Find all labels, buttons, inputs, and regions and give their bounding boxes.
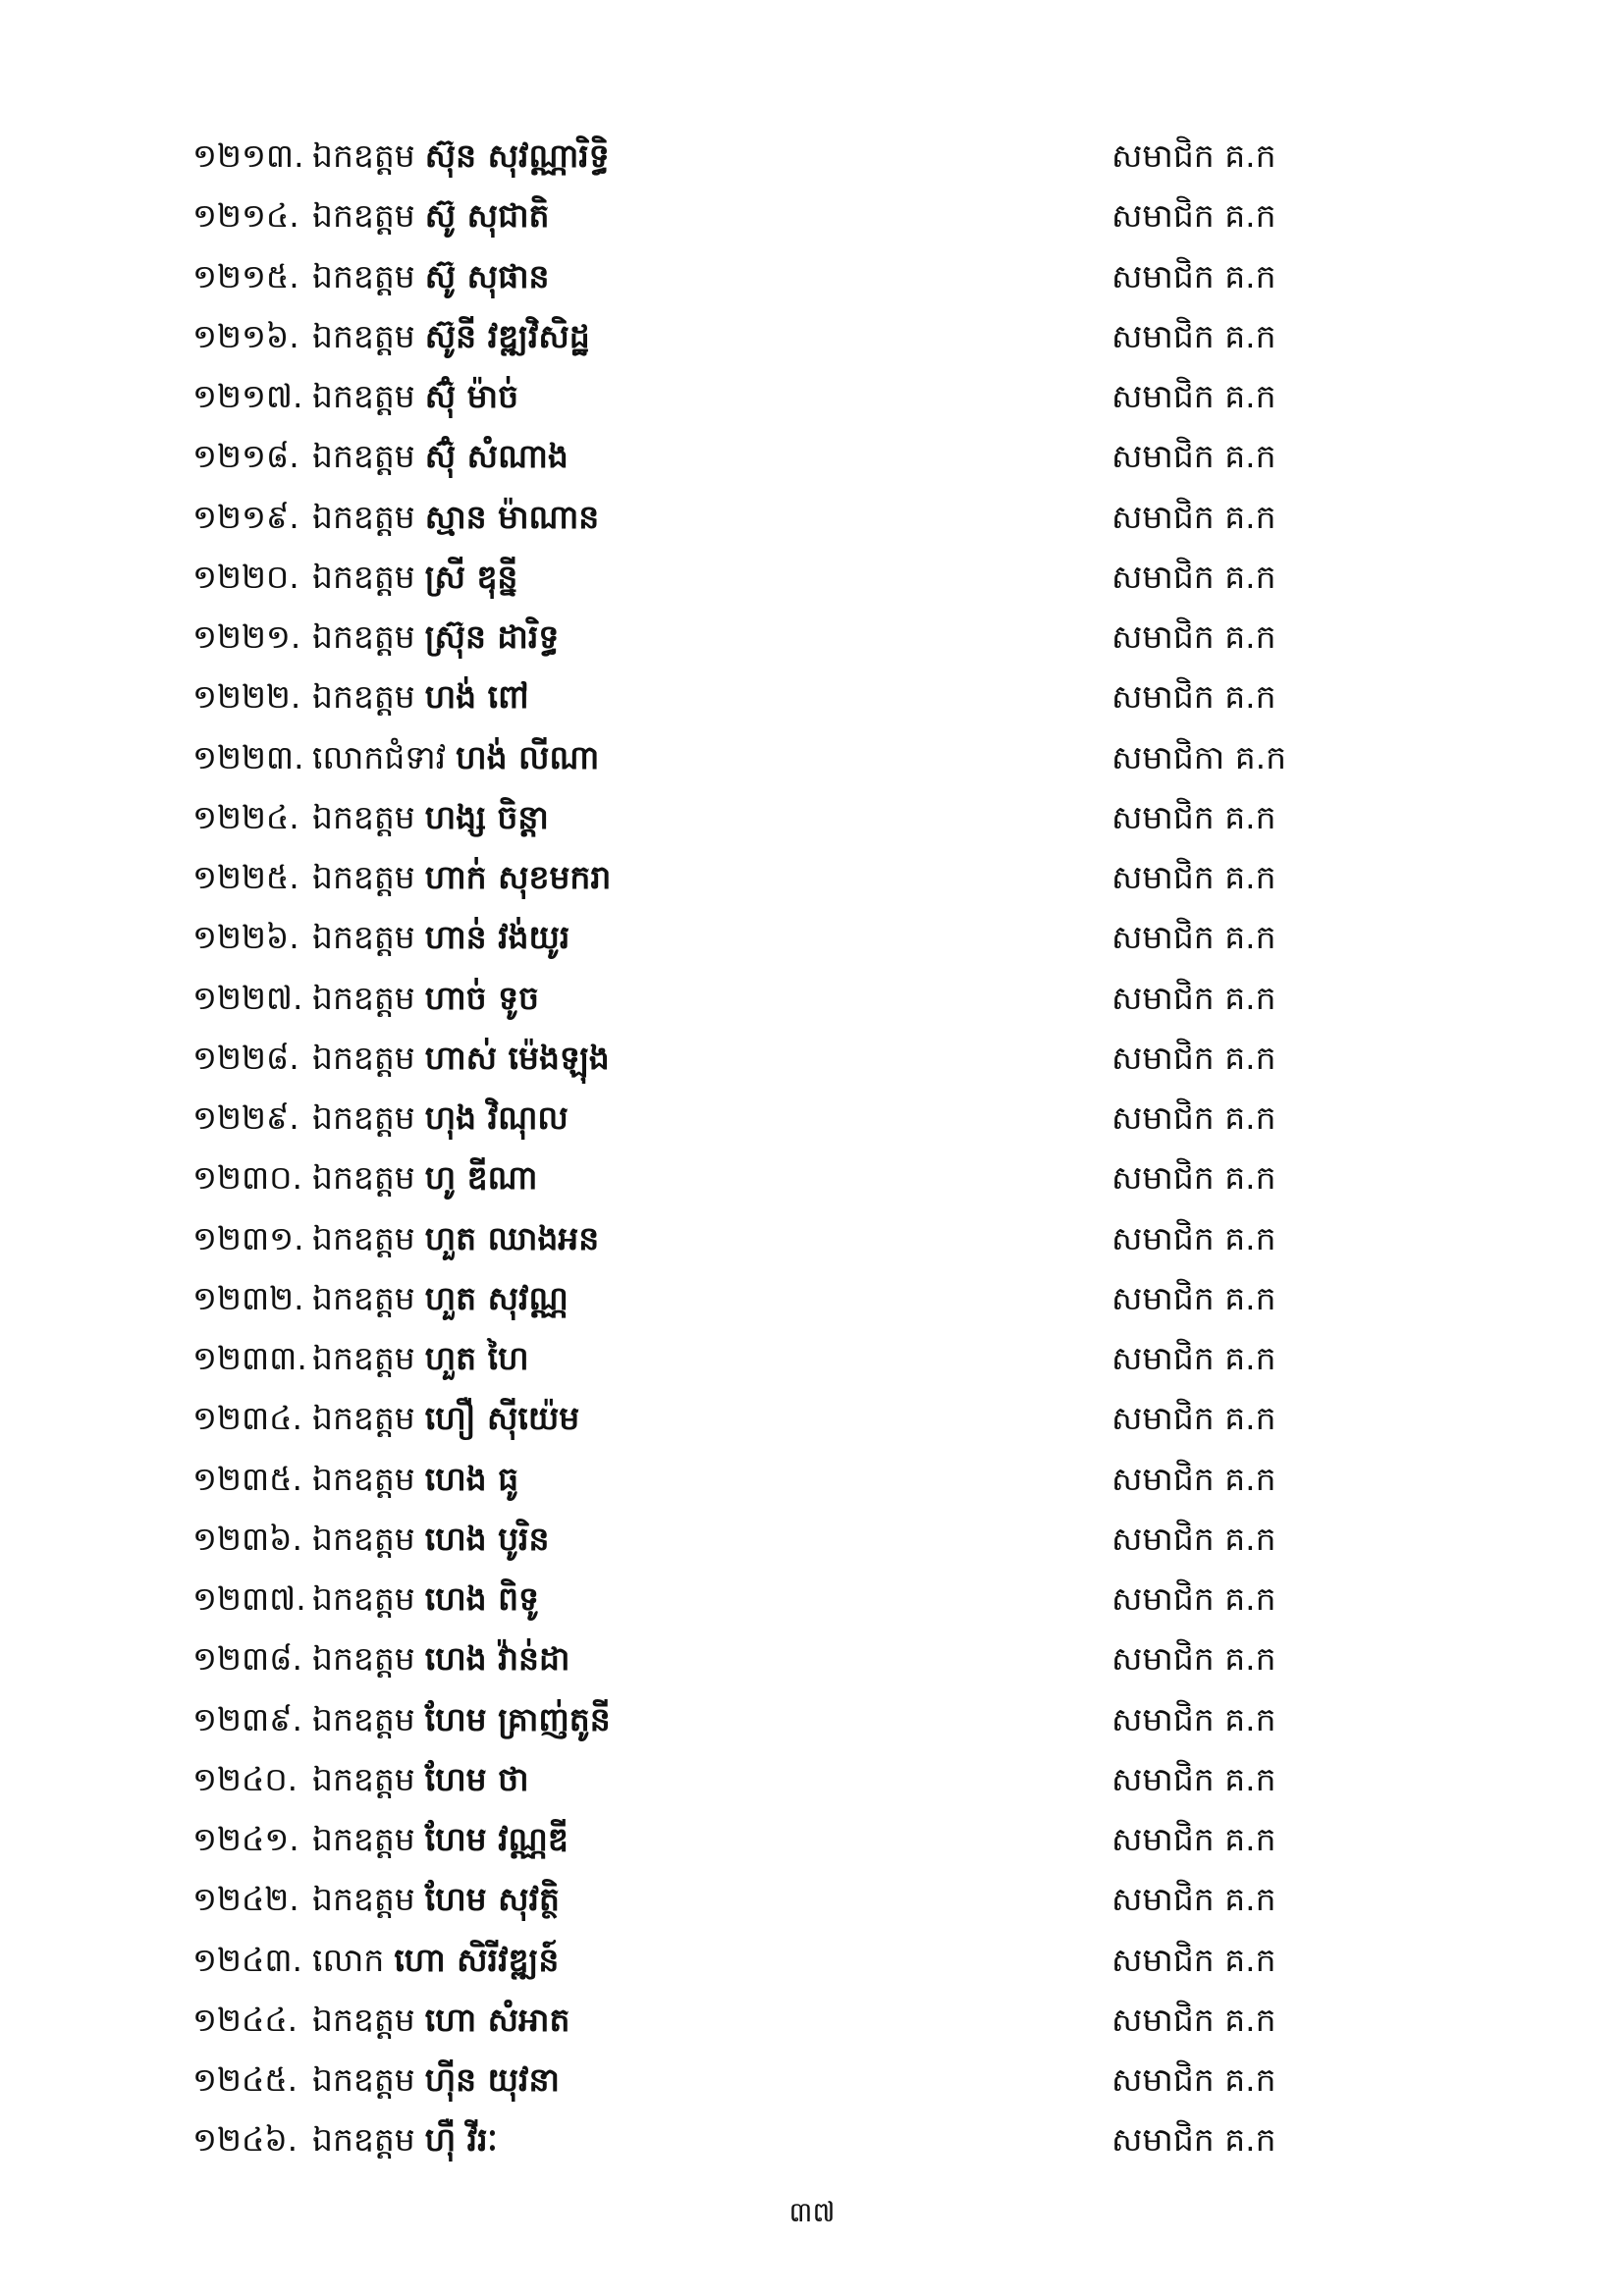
- list-item: [0, 1809, 1624, 1869]
- entry-number: ១២១៣.: [192, 136, 304, 175]
- honorific-title: [312, 306, 590, 366]
- member-name: ហែម ថា: [424, 1759, 529, 1798]
- title-text: ឯកឧត្តម: [312, 1278, 415, 1317]
- member-name: ស៊ុំ សំណាង: [424, 437, 568, 476]
- list-item: [0, 1208, 1624, 1268]
- member-role: សមាជិក គ.ក: [1111, 1639, 1276, 1679]
- member-role: សមាជិក គ.ក: [1111, 978, 1276, 1017]
- honorific-title: [312, 126, 610, 186]
- honorific-title: [312, 1088, 568, 1148]
- member-name: ស៊ូនី វឌ្ឍវិសិដ្ឋ: [424, 316, 590, 355]
- list-item: [0, 847, 1624, 907]
- entry-number: ១២១៦.: [192, 316, 299, 355]
- member-name: ហ៊ីន យុវនា: [424, 2060, 560, 2099]
- list-item: [0, 547, 1624, 607]
- member-role: សមាជិក គ.ក: [1111, 858, 1276, 896]
- member-name: ហាស់ ម៉េងឡុង: [424, 1038, 610, 1077]
- title-text: ឯកឧត្តម: [312, 797, 415, 836]
- entry-number: ១២១៥.: [192, 256, 299, 295]
- honorific-title: [312, 1268, 568, 1328]
- member-name: ស៊ុំ ម៉ាច់: [424, 377, 519, 415]
- title-text: ឯកឧត្តម: [312, 1639, 415, 1679]
- page-number: ៣៧: [788, 2196, 836, 2228]
- honorific-title: [312, 1990, 569, 2050]
- member-name: ហេង ពិទូ: [424, 1579, 539, 1618]
- title-text: ឯកឧត្តម: [312, 256, 415, 295]
- entry-number: ១២៤៥.: [192, 2060, 298, 2099]
- member-role: សមាជិក គ.ក: [1111, 2060, 1276, 2099]
- member-name: ហ៊ឺ វីរៈ: [424, 2120, 498, 2160]
- honorific-title: [312, 426, 568, 486]
- entry-number: ១២២៦.: [192, 918, 299, 957]
- member-name: ហង់ លីណា: [456, 737, 600, 776]
- entry-number: ១២៣៧.: [192, 1579, 306, 1618]
- honorific-title: [312, 487, 599, 547]
- member-name: ហឿ ស៊ីយ៉េម: [424, 1399, 580, 1438]
- title-text: ឯកឧត្តម: [312, 2120, 415, 2160]
- list-item: [0, 1689, 1624, 1749]
- list-item: [0, 667, 1624, 726]
- member-role: សមាជិក គ.ក: [1111, 196, 1276, 236]
- member-name: ហុង វិណុល: [424, 1098, 568, 1137]
- title-text: ឯកឧត្តម: [312, 2000, 415, 2039]
- list-item: [0, 1749, 1624, 1809]
- list-item: [0, 2109, 1624, 2169]
- list-item: [0, 1088, 1624, 1148]
- member-name: ហាច់ ទូច: [424, 978, 539, 1017]
- member-name: ស្រី ឌុន្នី: [424, 557, 518, 596]
- title-text: ឯកឧត្តម: [312, 1339, 415, 1377]
- honorific-title: [312, 1629, 569, 1688]
- entry-number: ១២២២.: [192, 677, 301, 717]
- list-item: [0, 968, 1624, 1028]
- entry-number: ១២១៨.: [192, 437, 299, 476]
- member-name: ហែម សុវត្ថិ: [424, 1880, 560, 1919]
- list-item: [0, 1569, 1624, 1629]
- entry-number: ១២២៣.: [192, 737, 304, 776]
- entry-number: ១២៣២.: [192, 1278, 304, 1317]
- member-name: ហាក់ សុខមករា: [424, 858, 612, 896]
- member-role: សមាជិក គ.ក: [1111, 1459, 1276, 1498]
- title-text: ឯកឧត្តម: [312, 1759, 415, 1798]
- title-text: ឯកឧត្តម: [312, 1699, 415, 1738]
- member-name: ហេង ធូ: [424, 1459, 519, 1498]
- honorific-title: [312, 2109, 498, 2169]
- entry-number: ១២២៩.: [192, 1098, 299, 1137]
- member-role: សមាជិក គ.ក: [1111, 2000, 1276, 2039]
- entry-number: ១២៣៦.: [192, 1519, 303, 1558]
- honorific-title: [312, 186, 549, 245]
- title-text: ឯកឧត្តម: [312, 858, 415, 896]
- entry-number: ១២៣៤.: [192, 1399, 303, 1438]
- list-item: [0, 787, 1624, 847]
- list-item: [0, 1869, 1624, 1929]
- honorific-title: [312, 607, 559, 667]
- title-text: ឯកឧត្តម: [312, 918, 415, 957]
- member-name: ហេង បូរិន: [424, 1519, 550, 1558]
- honorific-title: [312, 1809, 568, 1869]
- list-item: [0, 1388, 1624, 1448]
- title-text: ឯកឧត្តម: [312, 377, 415, 415]
- entry-number: ១២១៤.: [192, 196, 299, 236]
- entry-number: ១២២០.: [192, 557, 299, 596]
- member-role: សមាជិក គ.ក: [1111, 677, 1276, 717]
- entry-number: ១២៤៦.: [192, 2120, 298, 2160]
- honorific-title: [312, 1689, 611, 1749]
- list-item: [0, 1930, 1624, 1990]
- member-role: សមាជិក គ.ក: [1111, 2120, 1276, 2160]
- honorific-title: [312, 1449, 518, 1509]
- title-text: ឯកឧត្តម: [312, 497, 415, 536]
- member-name: ហួត សុវណ្ណ: [424, 1278, 568, 1317]
- member-role: សមាជិក គ.ក: [1111, 797, 1276, 836]
- entry-number: ១២១៩.: [192, 497, 299, 536]
- title-text: ឯកឧត្តម: [312, 136, 415, 175]
- member-role: សមាជិក គ.ក: [1111, 437, 1276, 476]
- honorific-title: [312, 2050, 560, 2109]
- list-item: [0, 727, 1624, 787]
- entry-number: ១២២៧.: [192, 978, 303, 1017]
- list-item: [0, 426, 1624, 486]
- entry-number: ១២៤៣.: [192, 1940, 303, 1979]
- member-role: សមាជិក គ.ក: [1111, 617, 1276, 656]
- member-name: ហែម គ្រាញ់តូនី: [424, 1699, 611, 1738]
- title-text: ឯកឧត្តម: [312, 1820, 415, 1858]
- list-item: [0, 1509, 1624, 1569]
- honorific-title: [312, 1208, 599, 1268]
- honorific-title: [312, 1509, 549, 1569]
- list-item: [0, 487, 1624, 547]
- title-text: ឯកឧត្តម: [312, 978, 415, 1017]
- member-name: ហួត ឈាងអន: [424, 1218, 600, 1257]
- member-role: សមាជិក គ.ក: [1111, 1399, 1276, 1438]
- honorific-title: [312, 246, 549, 306]
- member-list: [0, 126, 1624, 2170]
- honorific-title: [312, 727, 599, 787]
- member-name: ស៊ូ សុផាន: [424, 256, 550, 295]
- title-text: ឯកឧត្តម: [312, 1098, 415, 1137]
- honorific-title: [312, 1869, 560, 1929]
- member-role: សមាជិកា គ.ក: [1111, 737, 1287, 776]
- honorific-title: [312, 1328, 529, 1388]
- list-item: [0, 306, 1624, 366]
- title-text: លោក: [312, 1940, 385, 1979]
- member-name: ស៊ុន សុវណ្ណារិទ្ធិ: [424, 136, 610, 175]
- member-name: ហូ ឌីណា: [424, 1158, 538, 1198]
- title-text: ឯកឧត្តម: [312, 1218, 415, 1257]
- list-item: [0, 1990, 1624, 2050]
- title-text: ឯកឧត្តម: [312, 437, 415, 476]
- honorific-title: [312, 366, 518, 426]
- title-text: ឯកឧត្តម: [312, 677, 415, 717]
- honorific-title: [312, 1388, 579, 1448]
- list-item: [0, 1148, 1624, 1207]
- entry-number: ១២៣៨.: [192, 1639, 303, 1679]
- entry-number: ១២២៤.: [192, 797, 299, 836]
- member-role: សមាជិក គ.ក: [1111, 1820, 1276, 1858]
- entry-number: ១២៤០.: [192, 1759, 298, 1798]
- title-text: ឯកឧត្តម: [312, 1880, 415, 1919]
- title-text: ឯកឧត្តម: [312, 1158, 415, 1198]
- member-role: សមាជិក គ.ក: [1111, 1098, 1276, 1137]
- honorific-title: [312, 547, 517, 607]
- member-role: សមាជិក គ.ក: [1111, 136, 1276, 175]
- member-name: ហេង វ៉ាន់ដា: [424, 1639, 570, 1679]
- entry-number: ១២៤១.: [192, 1820, 299, 1858]
- list-item: [0, 2050, 1624, 2109]
- title-text: ឯកឧត្តម: [312, 557, 415, 596]
- member-role: សមាជិក គ.ក: [1111, 1339, 1276, 1377]
- list-item: [0, 1028, 1624, 1088]
- member-name: ស្មាន ម៉ាណាន: [424, 497, 600, 536]
- list-item: [0, 246, 1624, 306]
- member-role: សមាជិក គ.ក: [1111, 497, 1276, 536]
- member-name: ស្រ៊ុន ដារិទ្ធ: [424, 617, 560, 656]
- member-role: សមាជិក គ.ក: [1111, 1038, 1276, 1077]
- member-name: ហង្ស ចិន្តា: [424, 797, 549, 836]
- honorific-title: [312, 1930, 559, 1990]
- entry-number: ១២១៧.: [192, 377, 303, 415]
- honorific-title: [312, 1749, 529, 1809]
- entry-number: ១២២៨.: [192, 1038, 299, 1077]
- member-role: សមាជិក គ.ក: [1111, 1579, 1276, 1618]
- honorific-title: [312, 787, 549, 847]
- entry-number: ១២៣១.: [192, 1218, 304, 1257]
- member-role: សមាជិក គ.ក: [1111, 256, 1276, 295]
- member-name: ហោ សំអាត: [424, 2000, 570, 2039]
- list-item: [0, 366, 1624, 426]
- member-name: ហែម វណ្ណឌី: [424, 1820, 568, 1858]
- title-text: ឯកឧត្តម: [312, 316, 415, 355]
- title-text: ឯកឧត្តម: [312, 1579, 415, 1618]
- entry-number: ១២៣៣.: [192, 1339, 307, 1377]
- title-text: ឯកឧត្តម: [312, 1519, 415, 1558]
- member-name: ហោ សិរីវឌ្ឍន៍: [394, 1940, 560, 1979]
- list-item: [0, 907, 1624, 967]
- member-name: ស៊ូ សុជាតិ: [424, 196, 550, 236]
- member-role: សមាជិក គ.ក: [1111, 316, 1276, 355]
- honorific-title: [312, 1569, 539, 1629]
- member-role: សមាជិក គ.ក: [1111, 1699, 1276, 1738]
- member-role: សមាជិក គ.ក: [1111, 377, 1276, 415]
- entry-number: ១២៣០.: [192, 1158, 303, 1198]
- member-role: សមាជិក គ.ក: [1111, 918, 1276, 957]
- list-item: [0, 607, 1624, 667]
- list-item: [0, 1268, 1624, 1328]
- entry-number: ១២២៥.: [192, 858, 299, 896]
- title-text: ឯកឧត្តម: [312, 1459, 415, 1498]
- title-text: ឯកឧត្តម: [312, 1399, 415, 1438]
- entry-number: ១២៤៤.: [192, 2000, 298, 2039]
- list-item: [0, 126, 1624, 186]
- title-text: ឯកឧត្តម: [312, 196, 415, 236]
- title-text: ឯកឧត្តម: [312, 2060, 415, 2099]
- entry-number: ១២៣៥.: [192, 1459, 303, 1498]
- list-item: [0, 1328, 1624, 1388]
- honorific-title: [312, 968, 539, 1028]
- member-role: សមាជិក គ.ក: [1111, 1880, 1276, 1919]
- member-role: សមាជិក គ.ក: [1111, 1759, 1276, 1798]
- honorific-title: [312, 667, 529, 726]
- title-text: លោកជំទាវ: [312, 737, 447, 776]
- member-role: សមាជិក គ.ក: [1111, 557, 1276, 596]
- entry-number: ១២៤២.: [192, 1880, 299, 1919]
- member-name: ហាន់ វង់យូរ: [424, 918, 570, 957]
- honorific-title: [312, 907, 569, 967]
- title-text: ឯកឧត្តម: [312, 617, 415, 656]
- member-name: ហួត ហៃ: [424, 1339, 529, 1377]
- member-name: ហង់ ពៅ: [424, 677, 529, 717]
- member-role: សមាជិក គ.ក: [1111, 1158, 1276, 1198]
- list-item: [0, 1629, 1624, 1688]
- honorific-title: [312, 1028, 610, 1088]
- honorific-title: [312, 847, 611, 907]
- member-role: សមាជិក គ.ក: [1111, 1519, 1276, 1558]
- entry-number: ១២២១.: [192, 617, 301, 656]
- entry-number: ១២៣៩.: [192, 1699, 303, 1738]
- list-item: [0, 186, 1624, 245]
- member-role: សមាជិក គ.ក: [1111, 1940, 1276, 1979]
- member-role: សមាជិក គ.ក: [1111, 1218, 1276, 1257]
- honorific-title: [312, 1148, 537, 1207]
- list-item: [0, 1449, 1624, 1509]
- member-role: សមាជិក គ.ក: [1111, 1278, 1276, 1317]
- title-text: ឯកឧត្តម: [312, 1038, 415, 1077]
